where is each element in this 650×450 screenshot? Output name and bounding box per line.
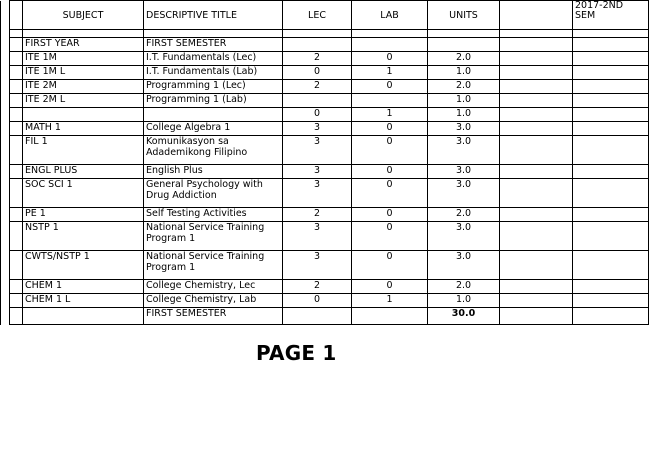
blank-cell — [10, 222, 23, 251]
lec-value: 2 — [283, 280, 352, 294]
margin-cell — [1, 94, 10, 108]
units-value: 1.0 — [428, 108, 500, 122]
lab-value: 1 — [352, 294, 428, 308]
table-row — [1, 94, 649, 108]
lab-value: 0 — [352, 80, 428, 94]
lec-value: 3 — [283, 222, 352, 251]
lab-value: 0 — [352, 179, 428, 208]
semester-cell — [573, 122, 649, 136]
descriptive-title: National Service Training Program 1 — [144, 222, 283, 251]
descriptive-title: National Service Training Program 1 — [144, 251, 283, 280]
units-value: 3.0 — [428, 122, 500, 136]
lab-value: 0 — [352, 222, 428, 251]
table-row — [1, 165, 649, 179]
lec-value: 3 — [283, 251, 352, 280]
descriptive-title: Komunikasyon sa Adademikong Filipino — [144, 136, 283, 165]
margin-cell — [1, 179, 10, 208]
blank-cell — [500, 165, 573, 179]
semester-label: FIRST SEMESTER — [144, 38, 283, 52]
table-row — [1, 122, 649, 136]
margin-cell — [1, 308, 10, 325]
lec-value: 2 — [283, 52, 352, 66]
blank-cell — [10, 52, 23, 66]
subject-code: PE 1 — [23, 208, 144, 222]
section-row — [1, 38, 649, 52]
descriptive-title: I.T. Fundamentals (Lab) — [144, 66, 283, 80]
margin-cell — [1, 66, 10, 80]
lab-value: 0 — [352, 251, 428, 280]
table-row — [1, 280, 649, 294]
subject-code: CHEM 1 — [23, 280, 144, 294]
descriptive-title: Self Testing Activities — [144, 208, 283, 222]
blank-cell — [10, 122, 23, 136]
blank-cell — [352, 308, 428, 325]
table-row — [1, 294, 649, 308]
margin-cell — [1, 52, 10, 66]
blank-cell — [500, 80, 573, 94]
semester-cell — [573, 94, 649, 108]
blank-cell — [500, 251, 573, 280]
subject-code: FIL 1 — [23, 136, 144, 165]
blank-cell — [283, 308, 352, 325]
table-row — [1, 66, 649, 80]
margin-cell — [1, 280, 10, 294]
lab-value: 0 — [352, 208, 428, 222]
lab-value: 0 — [352, 280, 428, 294]
blank-cell — [573, 308, 649, 325]
blank-cell — [500, 52, 573, 66]
blank-cell — [500, 122, 573, 136]
semester-cell — [573, 294, 649, 308]
units-value: 2.0 — [428, 280, 500, 294]
lec-value: 2 — [283, 80, 352, 94]
descriptive-title: Programming 1 (Lab) — [144, 94, 283, 108]
blank-cell — [10, 94, 23, 108]
lec-value — [283, 94, 352, 108]
subject-code — [23, 108, 144, 122]
total-label: FIRST SEMESTER — [144, 308, 283, 325]
subject-code: ITE 1M — [23, 52, 144, 66]
subject-code: MATH 1 — [23, 122, 144, 136]
subject-code: CWTS/NSTP 1 — [23, 251, 144, 280]
margin-cell — [1, 136, 10, 165]
blank-cell — [10, 108, 23, 122]
table-row — [1, 251, 649, 280]
units-value: 3.0 — [428, 222, 500, 251]
blank-cell — [10, 294, 23, 308]
margin-cell — [1, 80, 10, 94]
subject-code: SOC SCI 1 — [23, 179, 144, 208]
descriptive-title — [144, 108, 283, 122]
semester-cell — [573, 165, 649, 179]
descriptive-title: General Psychology with Drug Addiction — [144, 179, 283, 208]
lab-value: 0 — [352, 165, 428, 179]
subject-code: ITE 1M L — [23, 66, 144, 80]
subject-code: CHEM 1 L — [23, 294, 144, 308]
blank-cell — [23, 308, 144, 325]
blank-cell — [500, 108, 573, 122]
blank-cell — [10, 80, 23, 94]
total-units: 30.0 — [428, 308, 500, 325]
year-label: FIRST YEAR — [23, 38, 144, 52]
lab-value — [352, 94, 428, 108]
descriptive-title: Programming 1 (Lec) — [144, 80, 283, 94]
lab-value: 0 — [352, 136, 428, 165]
semester-cell — [573, 80, 649, 94]
units-value: 2.0 — [428, 208, 500, 222]
blank-cell — [500, 136, 573, 165]
blank-header-cell — [500, 1, 573, 30]
subject-code: NSTP 1 — [23, 222, 144, 251]
lab-value: 1 — [352, 108, 428, 122]
subject-code: ITE 2M L — [23, 94, 144, 108]
semester-header: 2017-2ND SEM — [573, 1, 649, 30]
blank-header-cell — [10, 1, 23, 30]
margin-cell — [1, 122, 10, 136]
semester-cell — [573, 108, 649, 122]
units-header: UNITS — [428, 1, 500, 30]
page-label: PAGE 1 — [256, 341, 337, 365]
table-row — [1, 52, 649, 66]
table-row — [1, 208, 649, 222]
table-row — [1, 179, 649, 208]
blank-cell — [10, 208, 23, 222]
lec-value: 0 — [283, 66, 352, 80]
units-value: 1.0 — [428, 94, 500, 108]
subject-code: ENGL PLUS — [23, 165, 144, 179]
descriptive-title: English Plus — [144, 165, 283, 179]
lec-value: 3 — [283, 179, 352, 208]
lab-value: 1 — [352, 66, 428, 80]
units-value: 2.0 — [428, 80, 500, 94]
semester-cell — [573, 280, 649, 294]
units-value: 1.0 — [428, 66, 500, 80]
units-value: 3.0 — [428, 179, 500, 208]
blank-cell — [10, 280, 23, 294]
blank-cell — [500, 208, 573, 222]
margin-cell — [1, 222, 10, 251]
lec-value: 3 — [283, 122, 352, 136]
margin-cell — [1, 251, 10, 280]
blank-cell — [500, 179, 573, 208]
semester-cell — [573, 136, 649, 165]
units-value: 3.0 — [428, 251, 500, 280]
lab-header: LAB — [352, 1, 428, 30]
blank-cell — [500, 308, 573, 325]
blank-cell — [10, 308, 23, 325]
spacer-row — [1, 30, 649, 38]
semester-cell — [573, 222, 649, 251]
blank-cell — [500, 222, 573, 251]
lab-value: 0 — [352, 122, 428, 136]
blank-cell — [10, 165, 23, 179]
semester-cell — [573, 52, 649, 66]
margin-cell — [1, 165, 10, 179]
units-value: 3.0 — [428, 136, 500, 165]
units-value: 2.0 — [428, 52, 500, 66]
table-row — [1, 222, 649, 251]
blank-cell — [10, 66, 23, 80]
blank-cell — [10, 251, 23, 280]
blank-cell — [500, 66, 573, 80]
blank-cell — [10, 136, 23, 165]
total-row — [1, 308, 649, 325]
subject-code: ITE 2M — [23, 80, 144, 94]
descriptive-title: College Chemistry, Lec — [144, 280, 283, 294]
blank-cell — [500, 280, 573, 294]
lab-value: 0 — [352, 52, 428, 66]
units-value: 3.0 — [428, 165, 500, 179]
margin-cell — [1, 108, 10, 122]
semester-cell — [573, 251, 649, 280]
blank-cell — [500, 294, 573, 308]
table-row — [1, 136, 649, 165]
lec-value: 0 — [283, 108, 352, 122]
lec-value: 0 — [283, 294, 352, 308]
margin-cell — [1, 1, 10, 30]
table-row — [1, 80, 649, 94]
units-value: 1.0 — [428, 294, 500, 308]
descriptive-title: College Chemistry, Lab — [144, 294, 283, 308]
semester-cell — [573, 208, 649, 222]
header-row — [1, 1, 649, 30]
lec-header: LEC — [283, 1, 352, 30]
semester-cell — [573, 66, 649, 80]
descriptive-title: I.T. Fundamentals (Lec) — [144, 52, 283, 66]
blank-cell — [10, 179, 23, 208]
lec-value: 3 — [283, 165, 352, 179]
table-row — [1, 108, 649, 122]
descriptive-title: College Algebra 1 — [144, 122, 283, 136]
lec-value: 3 — [283, 136, 352, 165]
subject-header: SUBJECT — [23, 1, 144, 30]
title-header: DESCRIPTIVE TITLE — [144, 1, 283, 30]
blank-cell — [500, 94, 573, 108]
semester-cell — [573, 179, 649, 208]
margin-cell — [1, 294, 10, 308]
lec-value: 2 — [283, 208, 352, 222]
margin-cell — [1, 208, 10, 222]
